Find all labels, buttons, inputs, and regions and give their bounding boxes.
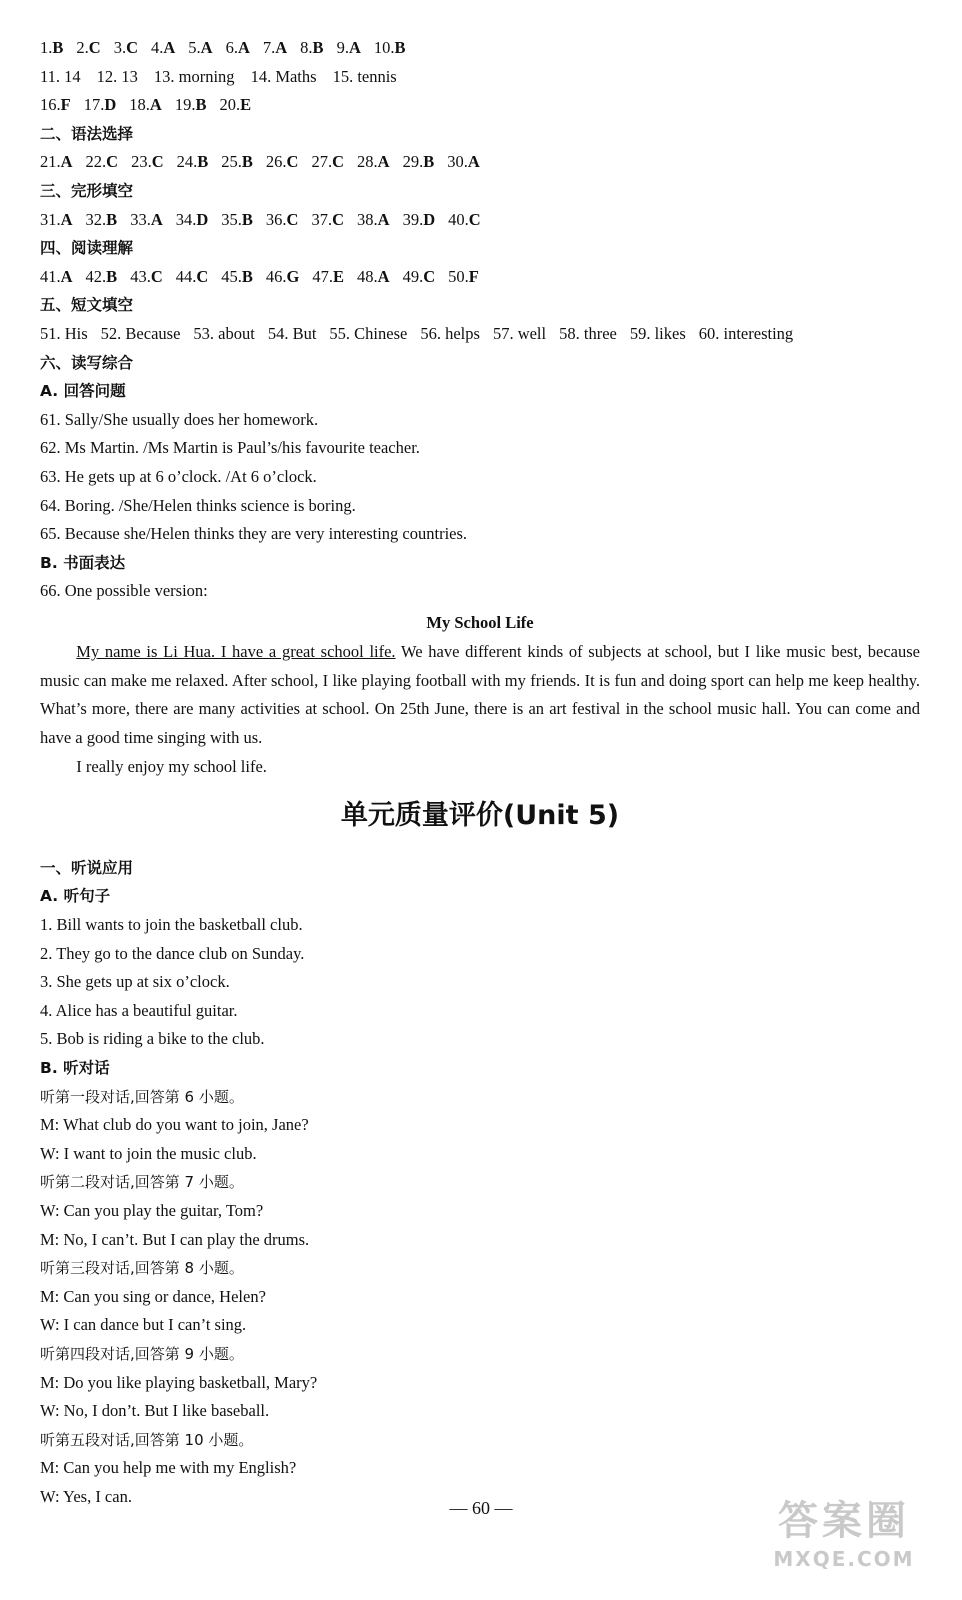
- answer-row-11-15: [40, 63, 920, 92]
- answer-42: 42.B: [85, 266, 118, 286]
- answer-5: 5.A: [188, 38, 213, 57]
- answer-32: 32.B: [85, 209, 118, 229]
- answer-3: 3.C: [113, 38, 138, 57]
- answer-12: 12. 13: [96, 66, 138, 86]
- answer-row-16-20: [40, 91, 920, 120]
- answer-39: 39.D: [402, 209, 436, 229]
- dialogue-instruction-4: 听第四段对话,回答第 9 小题。: [40, 1344, 244, 1363]
- answer-56: 56. helps: [420, 323, 480, 343]
- answer-64: 64. Boring. /She/Helen thinks science is boring.: [40, 495, 356, 515]
- answer-21: 21.A: [40, 152, 73, 172]
- answer-4: 4.A: [150, 38, 176, 57]
- answer-55: 55. Chinese: [329, 323, 408, 343]
- answer-61: 61. Sally/She usually does her homework.: [40, 409, 319, 429]
- answer-58: 58. three: [559, 323, 617, 343]
- answer-page: [40, 34, 920, 1512]
- sentence-4: 4. Alice has a beautiful guitar.: [40, 1000, 238, 1020]
- answer-49: 49.C: [402, 266, 436, 286]
- answer-24: 24.B: [176, 152, 209, 172]
- answer-28: 28.A: [357, 152, 390, 172]
- answer-25: 25.B: [221, 152, 253, 172]
- answer-19: 19.B: [174, 95, 207, 115]
- answer-18: 18.A: [129, 95, 162, 115]
- section-heading-cloze: 三、完形填空: [40, 181, 134, 200]
- answer-44: 44.C: [175, 266, 209, 286]
- answer-row-41-50: [40, 263, 920, 292]
- answer-20: 20.E: [219, 95, 252, 115]
- answer-46: 46.G: [265, 266, 300, 286]
- dialogue-instruction-5: 听第五段对话,回答第 10 小题。: [40, 1430, 254, 1449]
- subheading-writing: B. 书面表达: [40, 553, 126, 572]
- dialogue-line: W: No, I don’t. But I like baseball.: [40, 1401, 270, 1421]
- answer-54: 54. But: [267, 323, 317, 343]
- subheading-answer-questions: A. 回答问题: [40, 382, 126, 401]
- answer-37: 37.C: [311, 209, 345, 229]
- essay-title: My School Life: [426, 612, 534, 632]
- answer-38: 38.A: [357, 209, 390, 229]
- answer-43: 43.C: [130, 266, 163, 286]
- answer-40: 40.C: [448, 209, 481, 229]
- dialogue-instruction-2: 听第二段对话,回答第 7 小题。: [40, 1173, 244, 1192]
- dialogue-instruction-3: 听第三段对话,回答第 8 小题。: [40, 1259, 244, 1278]
- answer-14: 14. Maths: [250, 66, 317, 86]
- answer-63: 63. He gets up at 6 o’clock. /At 6 o’clock.: [40, 466, 317, 486]
- answer-6: 6.A: [225, 38, 250, 57]
- answer-50: 50.F: [448, 266, 479, 286]
- answer-47: 47.E: [312, 266, 345, 286]
- answer-row-1-10: [40, 34, 920, 63]
- answer-51: 51. His: [40, 323, 88, 343]
- question-66-label: 66. One possible version:: [40, 581, 208, 601]
- dialogue-line: W: I can dance but I can’t sing.: [40, 1315, 247, 1335]
- dialogue-line: M: Do you like playing basketball, Mary?: [40, 1372, 318, 1392]
- dialogue-line: M: No, I can’t. But I can play the drums.: [40, 1229, 310, 1249]
- watermark-text-top: 答案圈: [778, 1498, 910, 1544]
- answer-57: 57. well: [492, 323, 547, 343]
- dialogue-line: W: I want to join the music club.: [40, 1143, 257, 1163]
- sentence-5: 5. Bob is riding a bike to the club.: [40, 1029, 265, 1049]
- essay-body: We have different kinds of subjects at school, but I like music best, because music can make me relaxed. After school, I like playing football with my friends. It is fun and doing sport can help me keep healthy. What’s more, there are many activities at school. On 25th June, there is an art festival in the school music hall. You can come and have a good time singing with us.: [40, 641, 920, 748]
- essay-underlined-sentence: My name is Li Hua. I have a great school life.: [76, 641, 396, 661]
- section-heading-blank-filling: 五、短文填空: [40, 296, 134, 315]
- dialogue-line: W: Can you play the guitar, Tom?: [40, 1200, 264, 1220]
- answer-11: 11. 14: [40, 66, 81, 86]
- answer-9: 9.A: [336, 38, 361, 57]
- subheading-listen-sentences: A. 听句子: [40, 887, 111, 906]
- dialogue-line: M: What club do you want to join, Jane?: [40, 1115, 309, 1135]
- answer-16: 16.F: [40, 95, 71, 115]
- answer-62: 62. Ms Martin. /Ms Martin is Paul’s/his favourite teacher.: [40, 438, 420, 458]
- answer-row-31-40: [40, 206, 920, 235]
- section-heading-reading-writing: 六、读写综合: [40, 353, 134, 372]
- answer-26: 26.C: [265, 152, 299, 172]
- answer-36: 36.C: [265, 209, 299, 229]
- answer-45: 45.B: [221, 266, 253, 286]
- sentence-2: 2. They go to the dance club on Sunday.: [40, 943, 305, 963]
- dialogue-line: W: Yes, I can.: [40, 1486, 132, 1506]
- answer-35: 35.B: [221, 209, 253, 229]
- answer-row-21-30: [40, 148, 920, 177]
- answer-41: 41.A: [40, 266, 73, 286]
- answer-15: 15. tennis: [332, 66, 397, 86]
- unit-title: 单元质量评价(Unit 5): [340, 799, 620, 831]
- section-heading-reading: 四、阅读理解: [40, 239, 134, 258]
- answer-1: 1.B: [40, 38, 64, 57]
- watermark-logo: [744, 1496, 944, 1586]
- answer-7: 7.A: [262, 38, 288, 57]
- answer-2: 2.C: [76, 38, 101, 57]
- answer-65: 65. Because she/Helen thinks they are very interesting countries.: [40, 524, 468, 544]
- answer-53: 53. about: [193, 323, 255, 343]
- section-heading-listening: 一、听说应用: [40, 858, 134, 877]
- subheading-listen-dialogues: B. 听对话: [40, 1059, 110, 1078]
- answer-60: 60. interesting: [698, 323, 794, 343]
- answer-31: 31.A: [40, 209, 73, 229]
- answer-30: 30.A: [447, 152, 480, 172]
- essay-paragraph-2: I really enjoy my school life.: [76, 757, 267, 777]
- answer-48: 48.A: [357, 266, 390, 286]
- answer-22: 22.C: [85, 152, 119, 172]
- essay-paragraph-1: [40, 638, 920, 753]
- answer-8: 8.B: [300, 38, 324, 57]
- answer-52: 52. Because: [100, 323, 181, 343]
- page-number: — 60 —: [449, 1498, 513, 1518]
- sentence-3: 3. She gets up at six o’clock.: [40, 972, 230, 992]
- answer-23: 23.C: [131, 152, 164, 172]
- answer-27: 27.C: [311, 152, 345, 172]
- answer-10: 10.B: [373, 38, 406, 57]
- answer-59: 59. likes: [629, 323, 686, 343]
- watermark-text-bottom: MXQE.COM: [773, 1547, 915, 1571]
- answer-13: 13. morning: [153, 66, 235, 86]
- dialogue-line: M: Can you sing or dance, Helen?: [40, 1286, 266, 1306]
- section-heading-grammar: 二、语法选择: [40, 124, 134, 143]
- answer-17: 17.D: [83, 95, 117, 115]
- dialogue-line: M: Can you help me with my English?: [40, 1458, 297, 1478]
- sentence-1: 1. Bill wants to join the basketball club.: [40, 915, 303, 935]
- answer-29: 29.B: [402, 152, 435, 172]
- answer-row-51-60: [40, 320, 920, 349]
- dialogue-instruction-1: 听第一段对话,回答第 6 小题。: [40, 1087, 244, 1106]
- answer-33: 33.A: [130, 209, 163, 229]
- answer-34: 34.D: [175, 209, 209, 229]
